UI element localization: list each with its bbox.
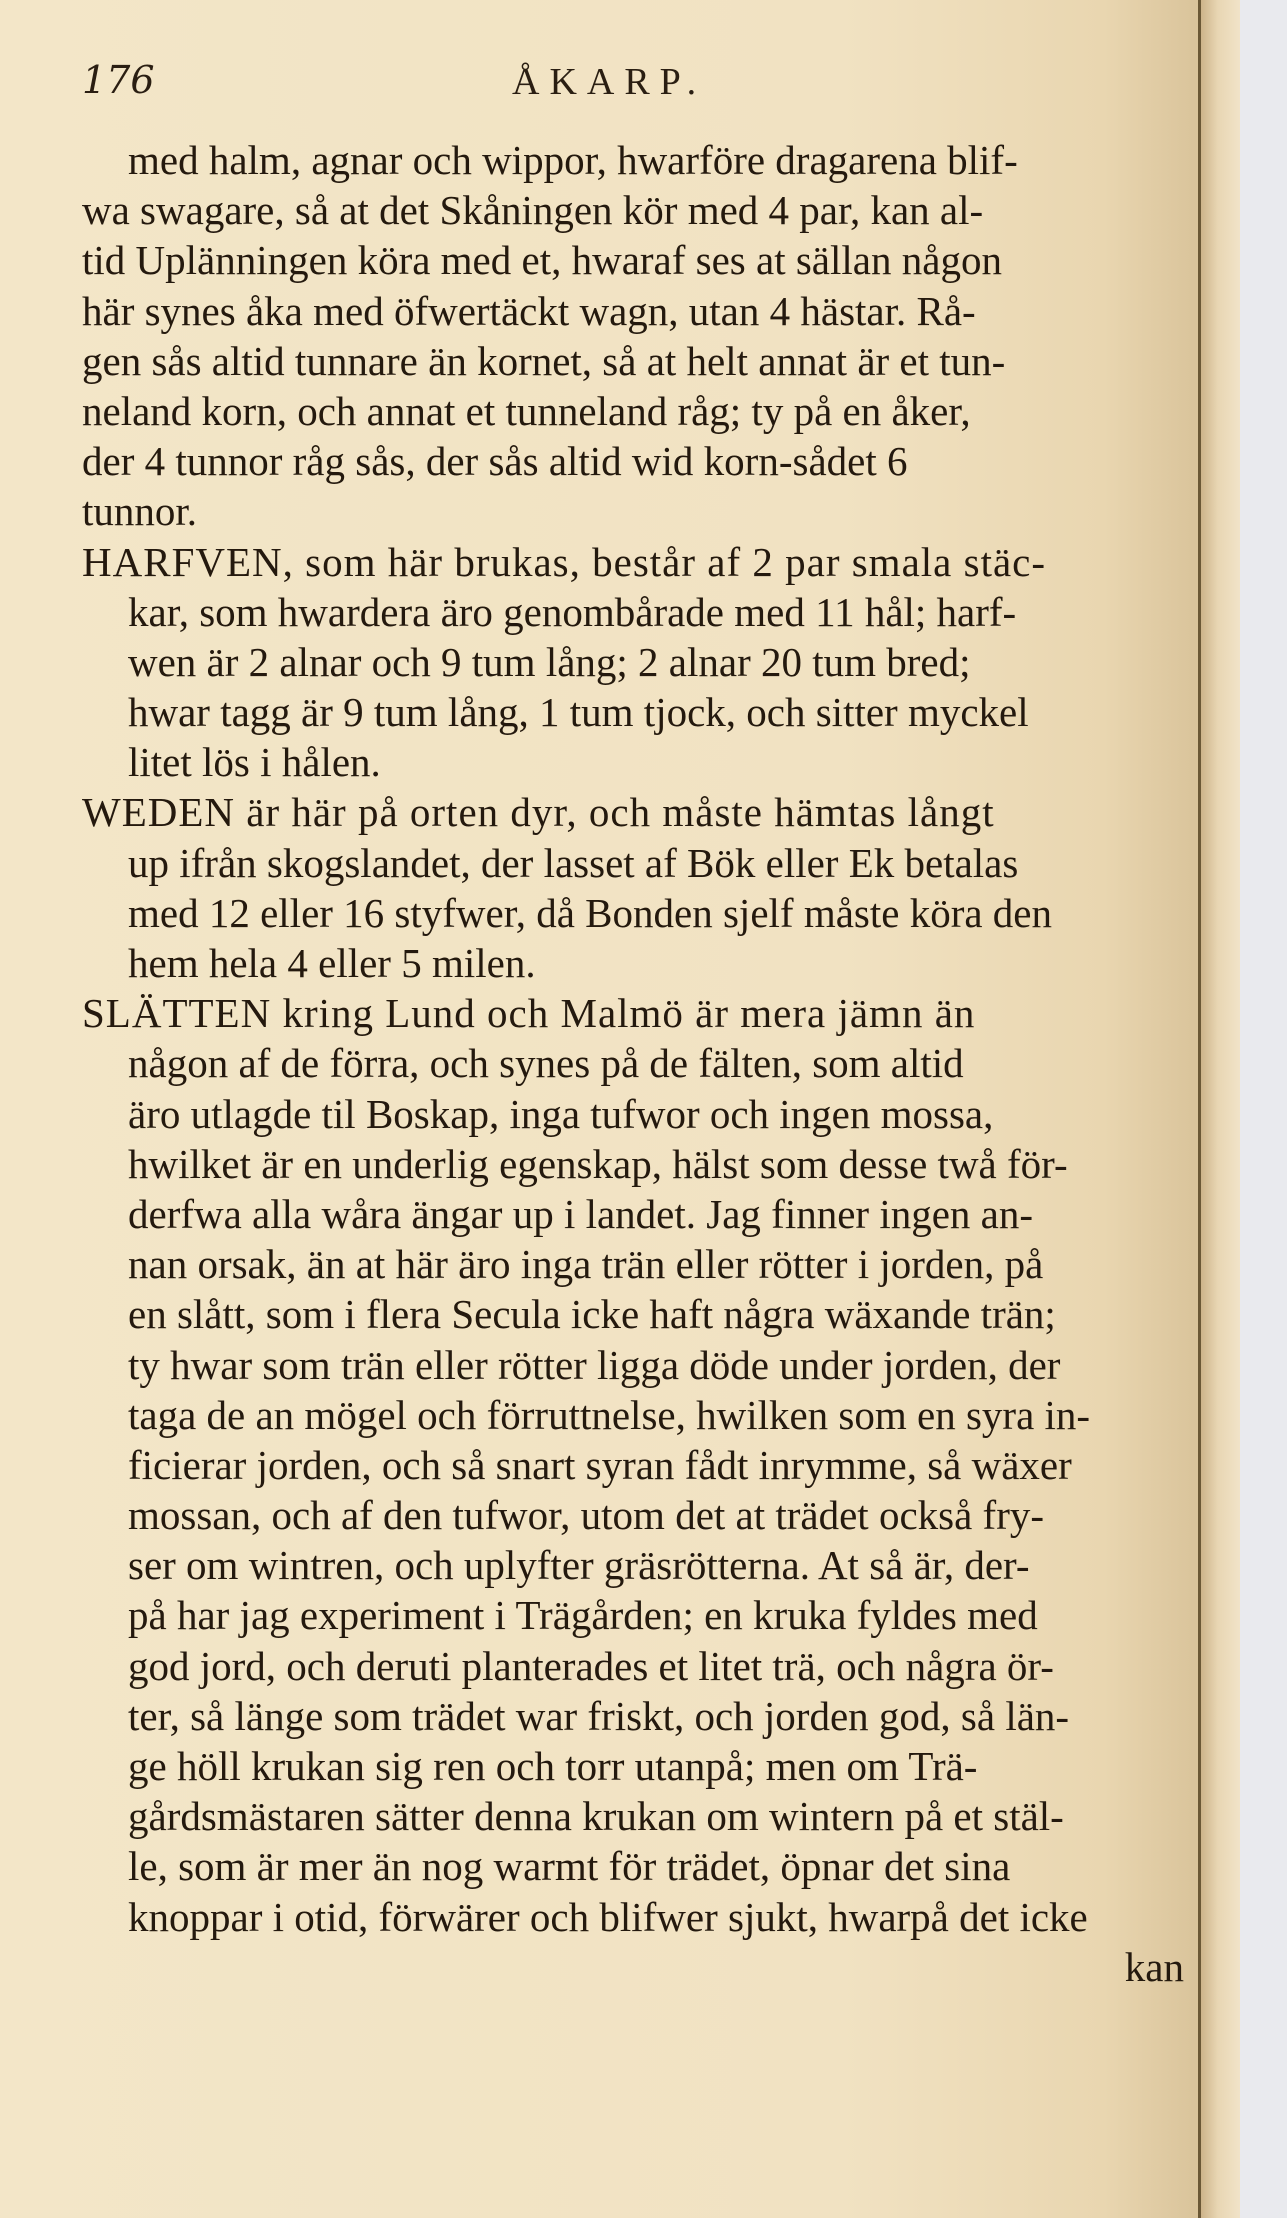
text-line: tid Uplänningen köra med et, hwaraf ses at sällan någon xyxy=(82,237,1002,284)
text-line: någon af de förra, och synes på de fälten, som altid xyxy=(128,1040,964,1087)
text-line: en slått, som i flera Secula icke haft några wäxande trän; xyxy=(128,1291,1056,1338)
text-line: ter, så länge som trädet war friskt, och jorden god, så län- xyxy=(128,1692,1070,1739)
text-line: gen sås altid tunnare än kornet, så at helt annat är et tun- xyxy=(82,337,1006,384)
text-line: le, som är mer än nog warmt för trädet, öpnar det sina xyxy=(128,1843,1011,1890)
text-line: litet lös i hålen. xyxy=(128,739,381,786)
text-line: hwilket är en underlig egenskap, hälst som desse twå för- xyxy=(128,1140,1068,1187)
text-line: SLÄTTEN kring Lund och Malmö är mera jämn än xyxy=(82,990,976,1037)
text-line: mossan, och af den tufwor, utom det at trädet också fry- xyxy=(128,1492,1045,1539)
paragraph-weden xyxy=(82,787,1192,988)
text-line: äro utlagde til Boskap, inga tufwor och ingen mossa, xyxy=(128,1090,994,1137)
text-line: god jord, och deruti planterades et litet trä, och några ör- xyxy=(128,1642,1054,1689)
text-line: med 12 eller 16 styfwer, då Bonden sjelf måste köra den xyxy=(128,889,1053,936)
body-text xyxy=(82,135,1192,1992)
text-line: ficierar jorden, och så snart syran fådt inrymme, så wäxer xyxy=(128,1441,1072,1488)
paragraph-slatten xyxy=(82,988,1192,1942)
text-line: HARFVEN, som här brukas, består af 2 par smala stäc- xyxy=(82,538,1047,585)
text-line: ge höll krukan sig ren och torr utanpå; men om Trä- xyxy=(128,1743,978,1789)
text-line: hwar tagg är 9 tum lång, 1 tum tjock, och sitter myckel xyxy=(128,689,1029,736)
text-line: här synes åka med öfwertäckt wagn, utan 4 hästar. Rå- xyxy=(82,287,976,334)
text-line: wa swagare, så at det Skåningen kör med 4 par, kan al- xyxy=(82,187,984,234)
text-line: ty hwar som trän eller rötter ligga döde under jorden, der xyxy=(128,1341,1061,1388)
paragraph-harfven xyxy=(82,537,1192,788)
page-number: 176 xyxy=(82,58,155,102)
text-line: knoppar i otid, förwärer och blifwer sjukt, hwarpå det icke xyxy=(128,1893,1088,1940)
text-line: kar, som hwardera äro genombårade med 11 hål; harf- xyxy=(128,588,1017,635)
running-title: ÅKARP. xyxy=(512,61,707,103)
text-line: gårdsmästaren sätter denna krukan om wintern på et stäl- xyxy=(128,1793,1064,1840)
text-line: wen är 2 alnar och 9 tum lång; 2 alnar 20 tum bred; xyxy=(128,638,971,685)
scan-margin xyxy=(1240,0,1287,2218)
text-line: up ifrån skogslandet, der lasset af Bök eller Ek betalas xyxy=(128,839,1019,886)
page-header xyxy=(82,58,1192,110)
text-line: på har jag experiment i Trägården; en kruka fyldes med xyxy=(128,1592,1038,1639)
text-line: tunnor. xyxy=(82,488,198,535)
text-line: WEDEN är här på orten dyr, och måste hämtas långt xyxy=(82,789,995,836)
catchword: kan xyxy=(1124,1943,1184,1990)
book-gutter xyxy=(1198,0,1243,2218)
text-line: derfwa alla wåra ängar up i landet. Jag finner ingen an- xyxy=(128,1190,1034,1237)
text-line: taga de an mögel och förruttnelse, hwilken som en syra in- xyxy=(128,1391,1091,1438)
text-line: neland korn, och annat et tunneland råg; ty på en åker, xyxy=(82,387,971,434)
text-line: ser om wintren, och uplyfter gräsrötterna. At så är, der- xyxy=(128,1542,1030,1589)
paragraph-ploughing xyxy=(82,135,1192,537)
text-line: med halm, agnar och wippor, hwarföre dragarena blif- xyxy=(128,137,1018,183)
text-line: nan orsak, än at här äro inga trän eller rötter i jorden, på xyxy=(128,1241,1044,1288)
text-line: der 4 tunnor råg sås, der sås altid wid korn-sådet 6 xyxy=(82,438,908,485)
text-line: hem hela 4 eller 5 milen. xyxy=(128,940,536,986)
